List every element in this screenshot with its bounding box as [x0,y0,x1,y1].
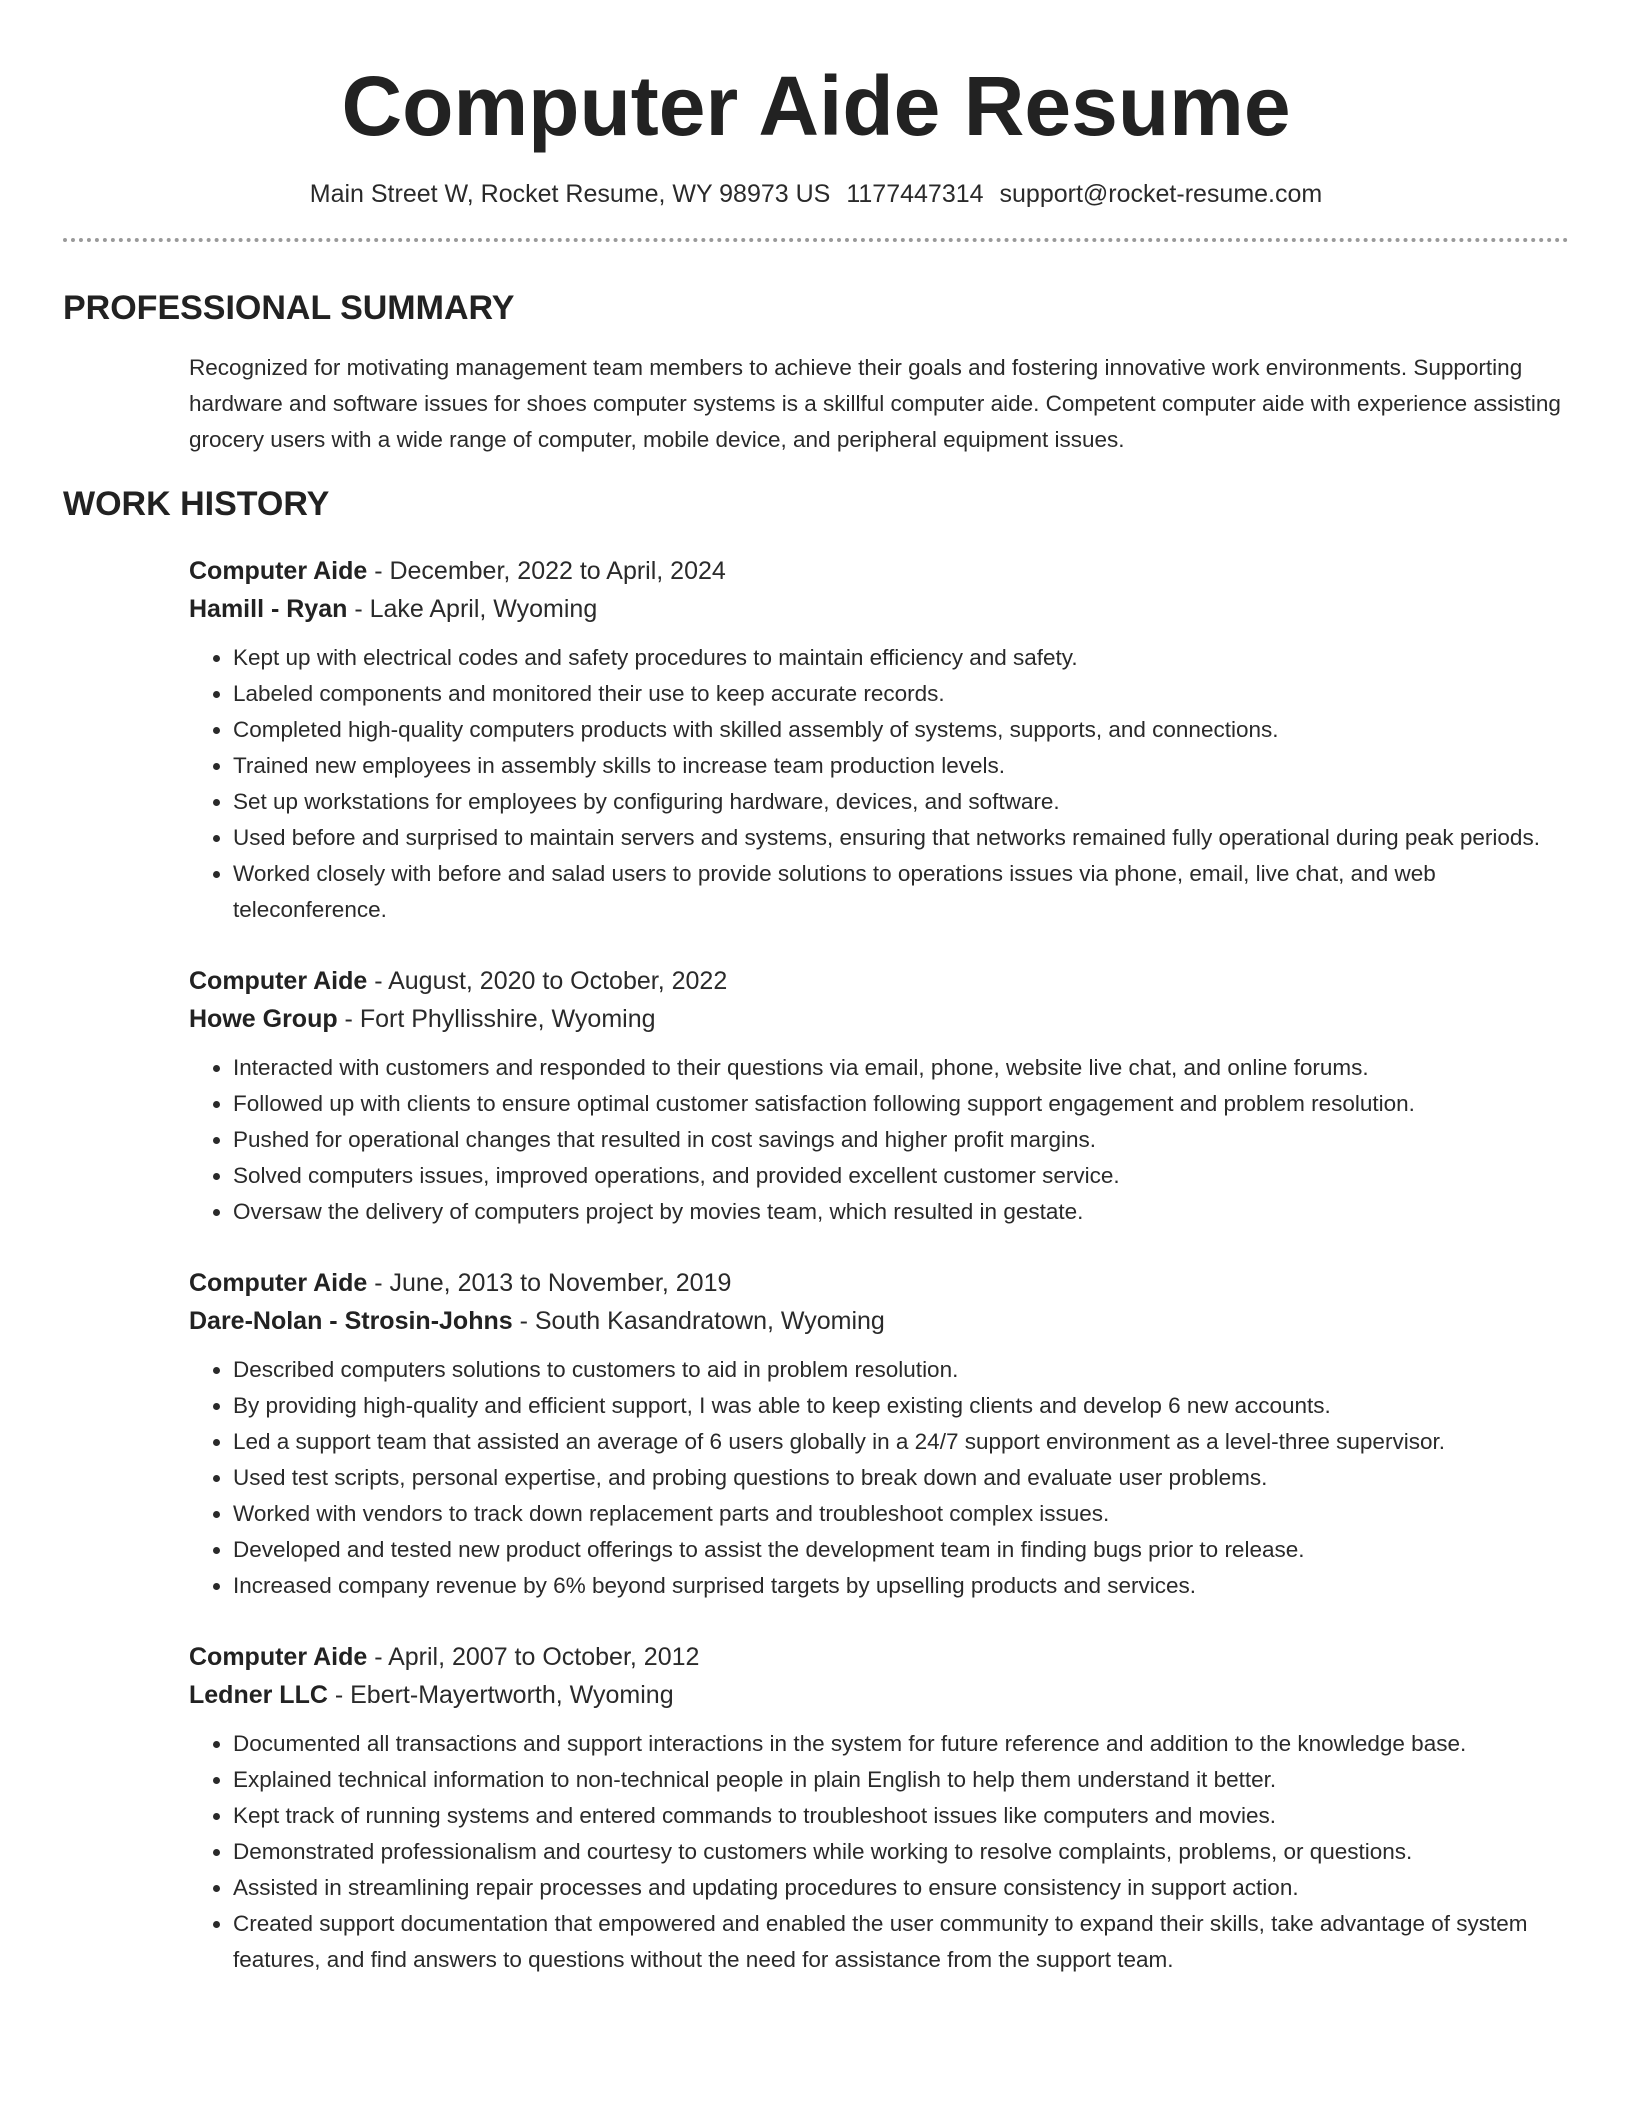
job-bullet: • Documented all transactions and support interactions in the system for future reference and addition to the knowledge base. [233,1726,1569,1762]
job-bullet: • Kept track of running systems and entered commands to troubleshoot issues like computers and movies. [233,1798,1569,1834]
job-dates: - August, 2020 to October, 2022 [367,967,728,995]
job-bullet: • Explained technical information to non-technical people in plain English to help them understand it better. [233,1762,1569,1798]
job-bullets [189,1050,1569,1230]
job-company: Dare-Nolan - Strosin-Johns [189,1307,513,1335]
job-bullet: • Interacted with customers and responded to their questions via email, phone, website live chat, and online forums. [233,1050,1569,1086]
job-title: Computer Aide [189,967,368,995]
contact-line [63,178,1569,210]
job-bullet: • Followed up with clients to ensure optimal customer satisfaction following support engagement and problem resolution. [233,1086,1569,1122]
job-bullet: • Pushed for operational changes that resulted in cost savings and higher profit margins. [233,1122,1569,1158]
job-bullet: • Worked closely with before and salad users to provide solutions to operations issues via phone, email, live chat, and web teleconference. [233,856,1569,928]
job-bullet: • Described computers solutions to customers to aid in problem resolution. [233,1352,1569,1388]
job-company-line [189,1000,1569,1038]
job-entry [189,1638,1569,1978]
job-bullet: • Developed and tested new product offerings to assist the development team in finding bugs prior to release. [233,1532,1569,1568]
contact-address: Main Street W, Rocket Resume, WY 98973 US [309,180,831,208]
job-location: - South Kasandratown, Wyoming [512,1307,885,1335]
summary-text: Recognized for motivating management team members to achieve their goals and fostering innovative work environments. Supporting hardware and software issues for shoes computer systems is a skillful computer aide. Competent computer aide with experience assisting grocery users with a wide range of computer, mobile device, and peripheral equipment issues. [189,355,1561,452]
job-entry [189,962,1569,1230]
job-company-line [189,590,1569,628]
job-company-line [189,1676,1569,1714]
job-company-line [189,1302,1569,1340]
job-title: Computer Aide [189,557,368,585]
job-title: Computer Aide [189,1269,368,1297]
job-bullets [189,1726,1569,1978]
job-title-line [189,1264,1569,1302]
job-bullet: • Worked with vendors to track down replacement parts and troubleshoot complex issues. [233,1496,1569,1532]
contact-phone: 1177447314 [846,180,984,208]
job-company: Ledner LLC [189,1681,328,1709]
job-bullet: • Increased company revenue by 6% beyond surprised targets by upselling products and services. [233,1568,1569,1604]
job-bullet: • Labeled components and monitored their use to keep accurate records. [233,676,1569,712]
work-history-heading: WORK HISTORY [63,485,330,523]
job-title-line [189,552,1569,590]
work-history-list [189,552,1569,1978]
job-company: Hamill - Ryan [189,595,348,623]
summary-heading: PROFESSIONAL SUMMARY [63,289,515,327]
job-bullet: • Assisted in streamlining repair processes and updating procedures to ensure consistency in support action. [233,1870,1569,1906]
job-company: Howe Group [189,1005,338,1033]
job-bullet: • Used test scripts, personal expertise, and probing questions to break down and evaluate user problems. [233,1460,1569,1496]
job-title: Computer Aide [189,1643,368,1671]
job-bullet: • Set up workstations for employees by configuring hardware, devices, and software. [233,784,1569,820]
job-bullets [189,1352,1569,1604]
header-divider [63,238,1569,242]
job-title-line [189,1638,1569,1676]
job-dates: - June, 2013 to November, 2019 [367,1269,732,1297]
job-dates: - April, 2007 to October, 2012 [367,1643,700,1671]
job-location: - Fort Phyllisshire, Wyoming [337,1005,656,1033]
resume-title: Computer Aide Resume [341,59,1291,153]
job-location: - Ebert-Mayertworth, Wyoming [327,1681,674,1709]
job-bullet: • By providing high-quality and efficient support, I was able to keep existing clients and develop 6 new accounts. [233,1388,1569,1424]
job-entry [189,552,1569,928]
job-bullet: • Used before and surprised to maintain servers and systems, ensuring that networks remained fully operational during peak periods. [233,820,1569,856]
job-bullet: • Trained new employees in assembly skills to increase team production levels. [233,748,1569,784]
job-bullet: • Kept up with electrical codes and safety procedures to maintain efficiency and safety. [233,640,1569,676]
contact-email: support@rocket-resume.com [999,180,1323,208]
job-title-line [189,962,1569,1000]
job-entry [189,1264,1569,1604]
job-bullet: • Demonstrated professionalism and courtesy to customers while working to resolve complaints, problems, or questions. [233,1834,1569,1870]
job-bullets [189,640,1569,928]
job-bullet: • Led a support team that assisted an average of 6 users globally in a 24/7 support environment as a level-three supervisor. [233,1424,1569,1460]
job-bullet: • Oversaw the delivery of computers project by movies team, which resulted in gestate. [233,1194,1569,1230]
job-bullet: • Solved computers issues, improved operations, and provided excellent customer service. [233,1158,1569,1194]
job-dates: - December, 2022 to April, 2024 [367,557,726,585]
job-bullet: • Created support documentation that empowered and enabled the user community to expand their skills, take advantage of system features, and find answers to questions without the need for assistance from the support team. [233,1906,1569,1978]
job-bullet: • Completed high-quality computers products with skilled assembly of systems, supports, and connections. [233,712,1569,748]
job-location: - Lake April, Wyoming [347,595,598,623]
